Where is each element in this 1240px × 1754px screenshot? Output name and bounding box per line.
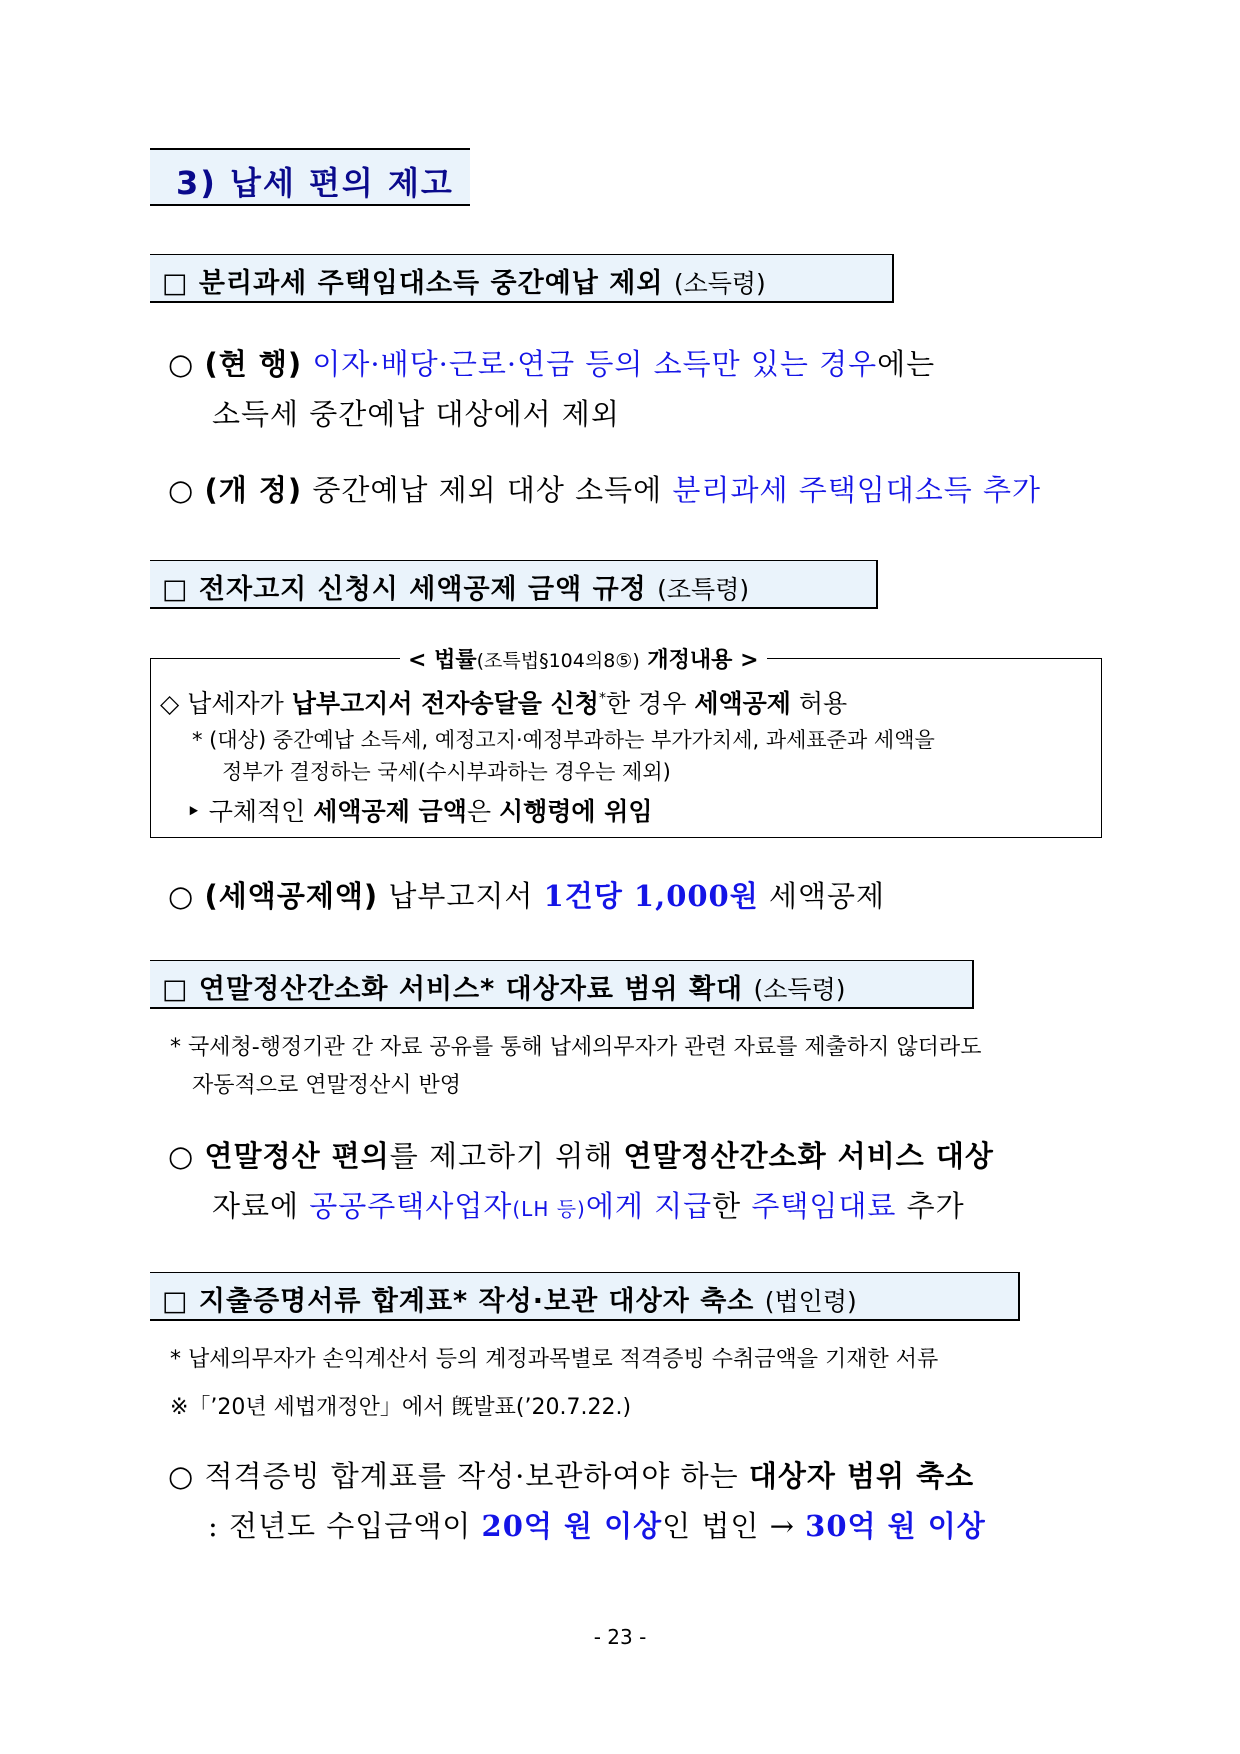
text: 세액공제 (694, 689, 791, 718)
text: 은 (466, 797, 499, 826)
text: 에는 (877, 347, 936, 381)
t3-note-1: * 국세청-행정기관 간 자료 공유를 통해 납세의무자가 관련 자료를 제출하지 않더라도 (170, 1035, 982, 1060)
topic-box-4 (150, 1272, 1020, 1321)
highlight: 공공주택사업자 (309, 1189, 513, 1223)
t1-item1-line1 (168, 342, 935, 383)
topic-box-1 (150, 254, 894, 303)
text: 연말정산간소화 서비스 대상 (623, 1139, 994, 1173)
text: : 전년도 수입금액이 (208, 1509, 482, 1543)
highlight: 에게 지급 (585, 1189, 713, 1223)
text: 자료에 (212, 1189, 310, 1223)
text: 시행령에 위임 (498, 797, 653, 826)
bullet: ○ (168, 1459, 195, 1493)
bullet: ○ (168, 473, 195, 507)
t3-item1-line1 (168, 1134, 994, 1175)
text: ‣ 구체적인 (186, 797, 314, 826)
highlight: 1건당 1,000원 (543, 879, 759, 913)
page-number: - 23 - (593, 1625, 647, 1649)
topic-title: □ 연말정산간소화 서비스* 대상자료 범위 확대 (162, 974, 744, 1005)
text: 인 법인 → (662, 1509, 806, 1543)
t1-item1-line2: 소득세 중간예납 대상에서 제외 (212, 397, 620, 431)
section-heading-box (150, 148, 470, 206)
topic-sub: (조특령) (657, 575, 750, 604)
text: 세액공제 (758, 879, 886, 913)
text: ◇ 납세자가 (160, 689, 292, 718)
topic-sub: (소득령) (673, 269, 766, 298)
bullet: ○ (168, 1139, 195, 1173)
text: 한 (712, 1189, 752, 1223)
highlight: 이자·배당·근로·연금 등의 소득만 있는 경우 (312, 347, 878, 381)
t4-item1-line2 (208, 1504, 986, 1545)
item-label: (현 행) (204, 347, 303, 381)
bullet: ○ (168, 879, 195, 913)
topic-sub: (소득령) (753, 975, 846, 1004)
text: * (598, 690, 606, 707)
t4-item1-line1 (168, 1454, 974, 1495)
text: 개정내용 > (639, 648, 759, 673)
law-box-title (400, 643, 767, 674)
text: 대상자 범위 축소 (748, 1459, 975, 1493)
highlight: 주택임대료 (751, 1189, 897, 1223)
highlight: 20억 원 이상 (481, 1509, 663, 1543)
text: (조특법§104의8⑤) (476, 650, 640, 672)
highlight: 분리과세 주택임대소득 추가 (672, 473, 1042, 507)
text: 허용 (790, 689, 848, 718)
highlight: (LH 등) (512, 1197, 586, 1221)
text: 연말정산 편의 (204, 1139, 390, 1173)
law-line-3 (186, 792, 653, 828)
text: 세액공제 금액 (313, 797, 467, 826)
t3-item1-line2 (212, 1184, 965, 1225)
t4-note-1: * 납세의무자가 손익계산서 등의 계정과목별로 적격증빙 수취금액을 기재한 서류 (170, 1347, 939, 1372)
highlight: 30억 원 이상 (805, 1509, 986, 1543)
text: 한 경우 (605, 689, 695, 718)
law-note-1: * (대상) 중간예납 소득세, 예정고지·예정부과하는 부가가치세, 과세표준과 세액을 (192, 728, 935, 752)
item-label: (세액공제액) (204, 879, 379, 913)
t3-note-2: 자동적으로 연말정산시 반영 (192, 1073, 462, 1098)
text: < 법률 (408, 648, 477, 673)
text: 납부고지서 (378, 879, 544, 913)
topic-box-2 (150, 560, 878, 609)
bullet: ○ (168, 347, 195, 381)
law-line-1 (160, 684, 847, 720)
text: 납부고지서 전자송달을 신청 (291, 689, 599, 718)
topic-title: □ 분리과세 주택임대소득 중간예납 제외 (162, 268, 664, 299)
text: 를 제고하기 위해 (389, 1139, 624, 1173)
text: 추가 (896, 1189, 965, 1223)
t4-note-2: ※「’20년 세법개정안」에서 旣발표(’20.7.22.) (170, 1395, 632, 1420)
topic-title: □ 지출증명서류 합계표* 작성·보관 대상자 축소 (162, 1286, 755, 1317)
t2-item1 (168, 874, 885, 915)
topic-box-3 (150, 960, 974, 1009)
topic-sub: (법인령) (764, 1287, 857, 1316)
text: 적격증빙 합계표를 작성·보관하여야 하는 (204, 1459, 749, 1493)
t1-item2 (168, 468, 1041, 509)
topic-title: □ 전자고지 신청시 세액공제 금액 규정 (162, 574, 647, 605)
section-heading: 3) 납세 편의 제고 (176, 164, 454, 202)
item-label: (개 정) (204, 473, 303, 507)
law-note-2: 정부가 결정하는 국세(수시부과하는 경우는 제외) (222, 760, 671, 784)
text: 중간예납 제외 대상 소득에 (302, 473, 673, 507)
